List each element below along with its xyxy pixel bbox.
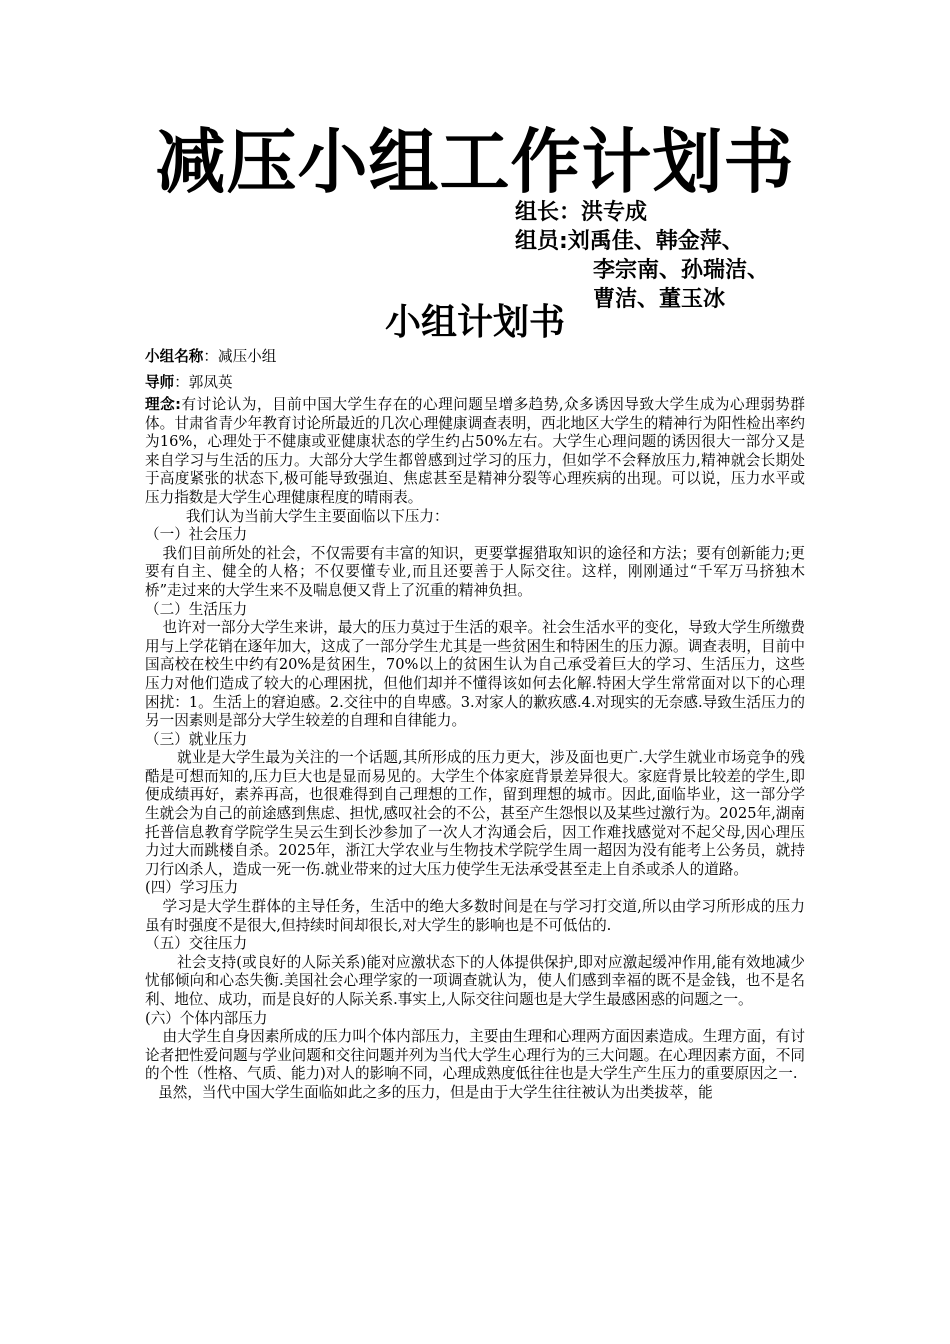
group-name-field: [145, 344, 805, 370]
paragraph-life-pressure: 也许对一部分大学生来讲，最大的压力莫过于生活的艰辛。社会生活水平的变化，导致大学生所缴费用与上学花销在逐年加大，这成了一部分学生尤其是一些贫困生和特困生的压力源。调查表明，目前中国高校在校生中约有20%是贫困生，70%以上的贫困生认为自己承受着巨大的学习、生活压力，这些压力对他们造成了较大的心理困扰，但他们却并不懂得该如何去化解.特困大学生常常面对以下的心理困扰：1。生活上的窘迫感。2.交往中的自卑感。3.对家人的歉疚感.4.对现实的无奈感.导致生活压力的另一因素则是部分大学生较差的自理和自律能力。: [145, 619, 805, 730]
team-members-line-2: 李宗南、孙瑞洁、: [593, 258, 770, 283]
group-name-label: 小组名称: [145, 348, 204, 365]
rationale-label: 理念:: [145, 396, 182, 413]
team-members-line-3: 曹洁、董玉冰: [593, 287, 726, 312]
heading-social-pressure: （一）社会压力: [145, 526, 248, 544]
section-title: 小组计划书: [384, 302, 565, 343]
paragraph-conclusion-start: 虽然，当代中国大学生面临如此之多的压力，但是由于大学生往往被认为出类拔萃，能: [158, 1083, 713, 1101]
rationale-text: 有讨论认为，目前中国大学生存在的心理问题呈增多趋势,众多诱因导致大学生成为心理弱势群体。甘肃省青少年教育讨论所最近的几次心理健康调查表明，西北地区大学生的精神行为阳性检出率约为16%，心理处于不健康或亚健康状态的学生约占50%左右。大学生心理问题的诱因很大一部分又是来自学习与生活的压力。大部分大学生都曾感到过学习的压力，但如学不会释放压力,精神就会长期处于高度紧张的状态下,极可能导致强迫、焦虑甚至是精神分裂等心理疾病的出现。可以说，压力水平或压力指数是大学生心理健康程度的晴雨表。: [145, 396, 805, 506]
group-name-value: ：减压小组: [203, 348, 277, 365]
paragraph-study-pressure: 学习是大学生群体的主导任务，生活中的绝大多数时间是在与学习打交道,所以由学习所形成的压力虽有时强度不是很大,但持续时间却很长,对大学生的影响也是不可低估的.: [145, 898, 805, 934]
document-title: 减压小组工作计划书: [155, 121, 795, 203]
paragraph-internal-pressure: 由大学生自身因素所成的压力叫个体内部压力，主要由生理和心理两方面因素造成。生理方面，有讨论者把性爱问题与学业问题和交往问题并列为当代大学生心理行为的三大问题。在心理因素方面，不同的个性（性格、气质、能力)对人的影响不同，心理成熟度低往往也是大学生产生压力的重要原因之一.: [145, 1028, 805, 1083]
advisor-field: [145, 370, 805, 396]
advisor-label: 导师: [145, 374, 175, 391]
team-members-line-1: 组员:刘禹佳、韩金萍、: [515, 229, 744, 254]
paragraph-social-interaction-pressure: 社会支持(或良好的人际关系)能对应激状态下的人体提供保护,即对应激起缓冲作用,能有效地减少忧郁倾向和心态失衡.美国社会心理学家的一项调查就认为，使人们感到幸福的既不是金钱，也不是名利、地位、成功，而是良好的人际关系.事实上,人际交往问题也是大学生最感困惑的问题之一。: [145, 953, 805, 1008]
team-members-block: [515, 198, 769, 314]
document-body: [145, 344, 805, 1103]
paragraph-social-pressure: 我们目前所处的社会，不仅需要有丰富的知识，更要掌握猎取知识的途径和方法；要有创新能力;更要有自主、健全的人格；不仅要懂专业,而且还要善于人际交往。这样，刚刚通过“千军万马挤独木桥”走过来的大学生来不及喘息便又背上了沉重的精神负担。: [145, 544, 805, 599]
pressure-intro: 我们认为当前大学生主要面临以下压力：: [185, 507, 449, 525]
heading-life-pressure: （二）生活压力: [145, 600, 248, 618]
rationale-paragraph: [145, 396, 805, 508]
advisor-value: ：郭凤英: [174, 374, 233, 391]
paragraph-employment-pressure: 就业是大学生最为关注的一个话题,其所形成的压力更大，涉及面也更广.大学生就业市场竞争的残酷是可想而知的,压力巨大也是显而易见的。大学生个体家庭背景差异很大。家庭背景比较差的学生,即便成绩再好，素养再高，也很难得到自己理想的工作，留到理想的城市。因此,面临毕业，这一部分学生就会为自己的前途感到焦虑、担忧,感叹社会的不公，甚至产生怨恨以及某些过激行为。2025年,湖南托普信息教育学院学生吴云生到长沙参加了一次人才沟通会后，因工作难找感觉对不起父母,因心理压力过大而跳楼自杀。2025年，浙江大学农业与生物技术学院学生周一超因为没有能考上公务员，就持刀行凶杀人，造成一死一伤.就业带来的过大压力使学生无法承受甚至走上自杀或杀人的道路。: [145, 749, 805, 878]
heading-employment-pressure: （三）就业压力: [145, 730, 248, 748]
team-leader: 组长：洪专成: [515, 200, 648, 225]
heading-social-interaction-pressure: （五）交往压力: [145, 935, 248, 953]
heading-study-pressure: (四）学习压力: [145, 879, 239, 897]
heading-internal-pressure: (六）个体内部压力: [145, 1009, 268, 1027]
